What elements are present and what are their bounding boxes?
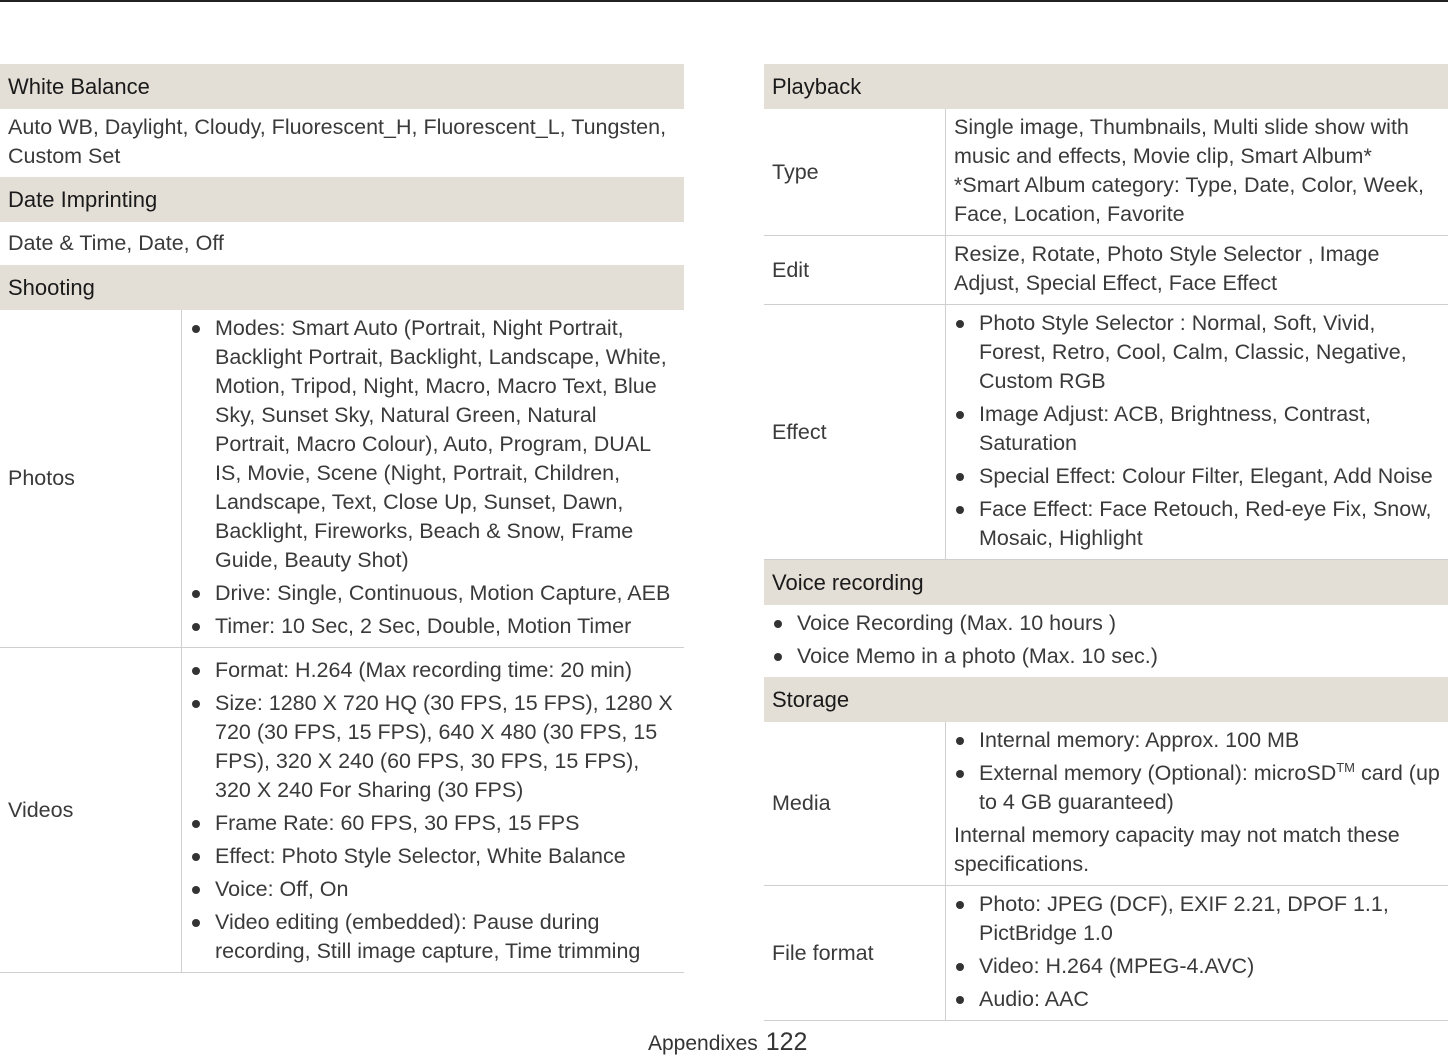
effect-row	[764, 305, 1448, 560]
top-rule	[0, 0, 1448, 2]
photos-row	[0, 310, 684, 648]
videos-label: Videos	[0, 648, 182, 972]
list-item: Timer: 10 Sec, 2 Sec, Double, Motion Timer	[190, 612, 676, 641]
list-item: Frame Rate: 60 FPS, 30 FPS, 15 FPS	[190, 809, 676, 838]
shooting-heading: Shooting	[0, 265, 684, 310]
page-footer	[648, 1028, 807, 1057]
list-item	[954, 759, 1440, 817]
right-column	[764, 64, 1448, 1021]
type-text: Single image, Thumbnails, Multi slide show with music and effects, Movie clip, Smart Album*	[954, 115, 1409, 168]
smart-album-note: *Smart Album category: Type, Date, Color, Week, Face, Location, Favorite	[954, 173, 1425, 226]
list-item: Special Effect: Colour Filter, Elegant, Add Noise	[954, 462, 1440, 491]
playback-heading: Playback	[764, 64, 1448, 109]
file-format-row	[764, 886, 1448, 1021]
file-format-label: File format	[764, 886, 946, 1020]
list-item: Drive: Single, Continuous, Motion Capture, AEB	[190, 579, 676, 608]
effect-label: Effect	[764, 305, 946, 559]
page-number: 122	[765, 1028, 808, 1056]
type-row	[764, 109, 1448, 236]
type-label: Type	[764, 109, 946, 235]
left-column	[0, 64, 684, 973]
list-item: Effect: Photo Style Selector, White Balance	[190, 842, 676, 871]
list-item: Voice: Off, On	[190, 875, 676, 904]
media-values	[946, 722, 1448, 885]
photos-values	[182, 310, 684, 647]
storage-heading: Storage	[764, 677, 1448, 722]
videos-row	[0, 648, 684, 973]
edit-text: Resize, Rotate, Photo Style Selector , Image Adjust, Special Effect, Face Effect	[954, 242, 1380, 295]
list-item: Size: 1280 X 720 HQ (30 FPS, 15 FPS), 1280 X 720 (30 FPS, 15 FPS), 640 X 480 (30 FPS, 15 FPS), 320 X 240 (60 FPS, 30 FPS, 15 FPS), 320 X 240 For Sharing (30 FPS)	[190, 689, 676, 805]
list-item: Photo Style Selector : Normal, Soft, Vivid, Forest, Retro, Cool, Calm, Classic, Negative, Custom RGB	[954, 309, 1440, 396]
media-row	[764, 722, 1448, 886]
external-memory-text: External memory (Optional): microSD	[979, 761, 1337, 785]
trademark-superscript: TM	[1336, 759, 1356, 775]
list-item: Face Effect: Face Retouch, Red-eye Fix, Snow, Mosaic, Highlight	[954, 495, 1440, 553]
media-label: Media	[764, 722, 946, 885]
edit-label: Edit	[764, 236, 946, 304]
voice-recording-heading: Voice recording	[764, 560, 1448, 605]
edit-row	[764, 236, 1448, 305]
videos-values	[182, 648, 684, 972]
list-item: Modes: Smart Auto (Portrait, Night Portrait, Backlight Portrait, Backlight, Landscape, White, Motion, Tripod, Night, Macro, Macro Text, Blue Sky, Sunset Sky, Natural Green, Natural Portrait, Macro Colour), Auto, Program, DUAL IS, Movie, Scene (Night, Portrait, Children, Landscape, Text, Close Up, Sunset, Dawn, Backlight, Fireworks, Beach & Snow, Frame Guide, Beauty Shot)	[190, 314, 676, 575]
memory-note: Internal memory capacity may not match these specifications.	[954, 823, 1400, 876]
photos-label: Photos	[0, 310, 182, 647]
external-memory-text-end: card (up to 4 GB guaranteed)	[979, 761, 1440, 814]
list-item: Photo: JPEG (DCF), EXIF 2.21, DPOF 1.1, PictBridge 1.0	[954, 890, 1440, 948]
list-item: Video: H.264 (MPEG-4.AVC)	[954, 952, 1440, 981]
voice-recording-values	[764, 605, 1448, 677]
list-item: Audio: AAC	[954, 985, 1440, 1014]
list-item: Voice Memo in a photo (Max. 10 sec.)	[772, 642, 1440, 671]
date-imprinting-text: Date & Time, Date, Off	[8, 231, 224, 255]
type-values	[946, 109, 1448, 235]
list-item: Image Adjust: ACB, Brightness, Contrast, Saturation	[954, 400, 1440, 458]
list-item: Format: H.264 (Max recording time: 20 min)	[190, 656, 676, 685]
white-balance-heading: White Balance	[0, 64, 684, 109]
list-item: Voice Recording (Max. 10 hours )	[772, 609, 1440, 638]
section-name: Appendixes	[648, 1032, 758, 1055]
list-item: Video editing (embedded): Pause during recording, Still image capture, Time trimming	[190, 908, 676, 966]
white-balance-text: Auto WB, Daylight, Cloudy, Fluorescent_H, Fluorescent_L, Tungsten, Custom Set	[8, 115, 667, 168]
date-imprinting-heading: Date Imprinting	[0, 177, 684, 222]
effect-values	[946, 305, 1448, 559]
file-format-values	[946, 886, 1448, 1020]
list-item: Internal memory: Approx. 100 MB	[954, 726, 1440, 755]
